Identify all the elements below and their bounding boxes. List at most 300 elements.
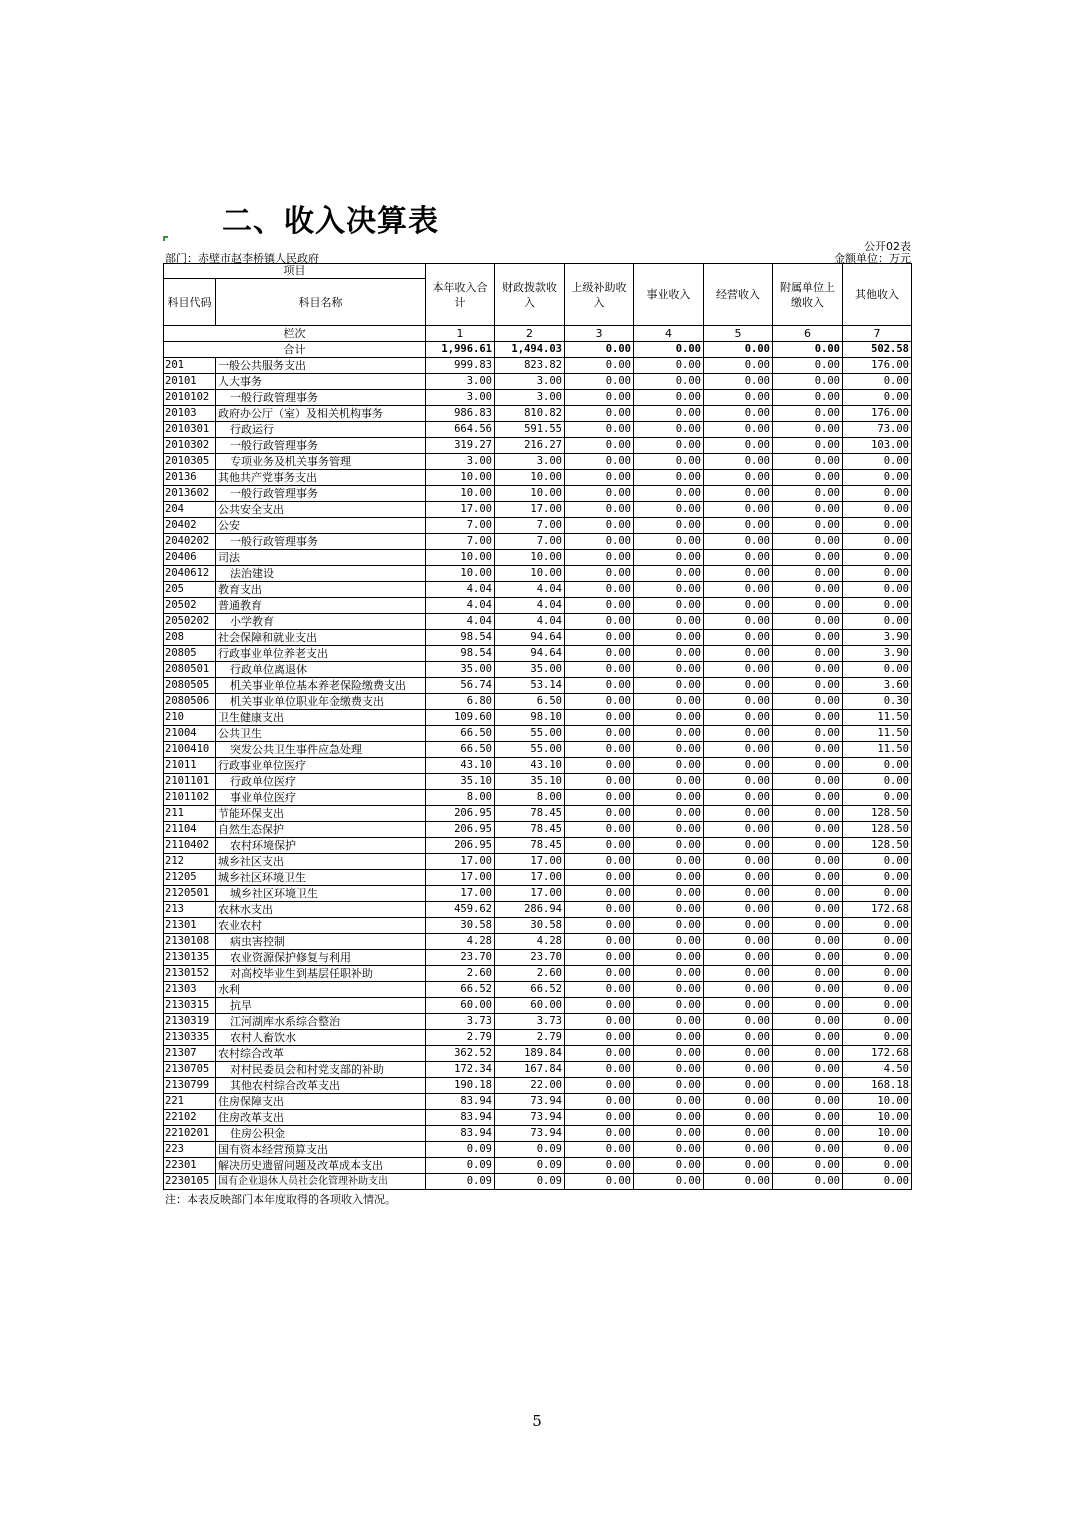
amount-cell: 10.00: [426, 470, 495, 486]
amount-cell: 0.00: [634, 486, 704, 502]
amount-cell: 0.00: [704, 982, 773, 998]
subject-name: 小学教育: [216, 614, 426, 630]
subject-name: 教育支出: [216, 582, 426, 598]
table-row: [164, 566, 912, 582]
amount-cell: 0.00: [634, 422, 704, 438]
amount-cell: 0.00: [565, 502, 634, 518]
amount-cell: 0.00: [634, 918, 704, 934]
table-row: [164, 550, 912, 566]
amount-cell: 0.00: [565, 710, 634, 726]
amount-cell: 0.00: [843, 982, 912, 998]
table-row: [164, 1030, 912, 1046]
subject-code: 2130108: [164, 934, 216, 950]
total-value: 1,996.61: [426, 342, 495, 358]
subject-name: 公共卫生: [216, 726, 426, 742]
amount-cell: 0.00: [634, 1158, 704, 1174]
amount-cell: 0.00: [843, 870, 912, 886]
amount-cell: 0.00: [773, 774, 843, 790]
amount-cell: 3.00: [426, 390, 495, 406]
amount-cell: 0.00: [565, 422, 634, 438]
amount-cell: 0.00: [634, 854, 704, 870]
table-row: [164, 1110, 912, 1126]
subject-name: 事业单位医疗: [216, 790, 426, 806]
amount-cell: 0.00: [565, 774, 634, 790]
subject-code: 2010305: [164, 454, 216, 470]
amount-cell: 0.00: [565, 550, 634, 566]
amount-cell: 0.00: [843, 614, 912, 630]
amount-cell: 0.00: [704, 502, 773, 518]
amount-cell: 0.00: [773, 1014, 843, 1030]
department-label: 部门：赤壁市赵李桥镇人民政府: [165, 252, 319, 265]
amount-cell: 0.00: [704, 598, 773, 614]
amount-cell: 0.00: [565, 406, 634, 422]
amount-cell: 0.00: [704, 790, 773, 806]
table-row: [164, 390, 912, 406]
amount-cell: 0.00: [704, 1014, 773, 1030]
amount-cell: 0.00: [773, 806, 843, 822]
table-row: [164, 662, 912, 678]
subject-name: 城乡社区环境卫生: [216, 886, 426, 902]
subject-code: 20402: [164, 518, 216, 534]
amount-cell: 0.00: [634, 902, 704, 918]
amount-cell: 0.00: [704, 566, 773, 582]
subject-name: 江河湖库水系综合整治: [216, 1014, 426, 1030]
subject-code: 2230105: [164, 1174, 216, 1190]
amount-cell: 0.00: [843, 934, 912, 950]
subject-name: 对高校毕业生到基层任职补助: [216, 966, 426, 982]
amount-cell: 0.00: [773, 1030, 843, 1046]
amount-cell: 362.52: [426, 1046, 495, 1062]
amount-cell: 0.00: [565, 726, 634, 742]
subject-code: 211: [164, 806, 216, 822]
amount-cell: 7.00: [426, 534, 495, 550]
amount-cell: 0.00: [634, 870, 704, 886]
amount-cell: 128.50: [843, 838, 912, 854]
amount-cell: 0.00: [704, 1078, 773, 1094]
amount-cell: 0.00: [634, 1174, 704, 1190]
header-col-7: 其他收入: [843, 264, 912, 326]
amount-cell: 3.90: [843, 630, 912, 646]
subject-code: 2130152: [164, 966, 216, 982]
table-row: [164, 934, 912, 950]
amount-cell: 2.79: [495, 1030, 565, 1046]
subject-code: 2130315: [164, 998, 216, 1014]
header-row-item: [164, 264, 912, 279]
table-row: [164, 982, 912, 998]
total-value: 0.00: [634, 342, 704, 358]
subject-code: 2110402: [164, 838, 216, 854]
amount-cell: 78.45: [495, 838, 565, 854]
table-row: [164, 358, 912, 374]
amount-cell: 2.79: [426, 1030, 495, 1046]
amount-cell: 0.00: [773, 950, 843, 966]
amount-cell: 98.54: [426, 630, 495, 646]
amount-cell: 103.00: [843, 438, 912, 454]
amount-cell: 0.00: [704, 534, 773, 550]
amount-cell: 0.09: [426, 1158, 495, 1174]
amount-cell: 0.00: [634, 694, 704, 710]
amount-cell: 0.00: [634, 742, 704, 758]
amount-cell: 0.00: [565, 902, 634, 918]
amount-cell: 17.00: [495, 502, 565, 518]
amount-cell: 172.34: [426, 1062, 495, 1078]
amount-cell: 0.00: [843, 1142, 912, 1158]
subject-code: 2101101: [164, 774, 216, 790]
amount-cell: 0.00: [565, 1046, 634, 1062]
subject-code: 20136: [164, 470, 216, 486]
page-number: 5: [532, 1412, 542, 1430]
amount-cell: 0.00: [704, 870, 773, 886]
header-code: 科目代码: [164, 279, 216, 326]
amount-cell: 0.00: [843, 854, 912, 870]
header-col-4: 事业收入: [634, 264, 704, 326]
subject-name: 公安: [216, 518, 426, 534]
subject-code: 208: [164, 630, 216, 646]
amount-cell: 0.00: [843, 662, 912, 678]
subject-name: 水利: [216, 982, 426, 998]
amount-cell: 176.00: [843, 406, 912, 422]
amount-cell: 167.84: [495, 1062, 565, 1078]
header-col-6: 附属单位上缴收入: [773, 264, 843, 326]
amount-cell: 0.00: [843, 1014, 912, 1030]
header-name: 科目名称: [216, 279, 426, 326]
amount-cell: 0.00: [565, 838, 634, 854]
amount-cell: 0.00: [565, 1142, 634, 1158]
amount-cell: 55.00: [495, 726, 565, 742]
amount-cell: 83.94: [426, 1110, 495, 1126]
amount-cell: 0.00: [843, 758, 912, 774]
amount-cell: 7.00: [495, 534, 565, 550]
amount-cell: 0.00: [704, 854, 773, 870]
subject-name: 专项业务及机关事务管理: [216, 454, 426, 470]
amount-cell: 0.00: [565, 454, 634, 470]
amount-cell: 0.00: [773, 438, 843, 454]
form-number: 公开02表: [864, 240, 911, 253]
amount-cell: 0.00: [773, 358, 843, 374]
amount-cell: 0.00: [704, 390, 773, 406]
total-row: [164, 342, 912, 358]
amount-cell: 810.82: [495, 406, 565, 422]
amount-cell: 0.00: [704, 1174, 773, 1190]
amount-cell: 0.00: [634, 358, 704, 374]
amount-cell: 10.00: [843, 1110, 912, 1126]
subject-code: 20101: [164, 374, 216, 390]
subject-name: 节能环保支出: [216, 806, 426, 822]
subject-name: 社会保障和就业支出: [216, 630, 426, 646]
table-row: [164, 518, 912, 534]
amount-cell: 0.00: [773, 726, 843, 742]
amount-cell: 0.00: [565, 870, 634, 886]
column-number: 6: [773, 326, 843, 342]
amount-cell: 3.00: [495, 454, 565, 470]
amount-cell: 0.00: [704, 1062, 773, 1078]
total-value: 1,494.03: [495, 342, 565, 358]
amount-cell: 0.00: [565, 950, 634, 966]
amount-cell: 0.00: [634, 758, 704, 774]
amount-cell: 0.00: [565, 966, 634, 982]
amount-cell: 0.00: [773, 1142, 843, 1158]
subject-name: 农业农村: [216, 918, 426, 934]
amount-cell: 0.00: [843, 1030, 912, 1046]
amount-cell: 0.00: [565, 518, 634, 534]
amount-cell: 43.10: [495, 758, 565, 774]
subject-name: 住房公积金: [216, 1126, 426, 1142]
amount-cell: 10.00: [495, 550, 565, 566]
amount-cell: 0.00: [843, 470, 912, 486]
amount-cell: 3.00: [426, 454, 495, 470]
amount-cell: 0.00: [634, 998, 704, 1014]
subject-name: 一般行政管理事务: [216, 390, 426, 406]
subject-code: 2210201: [164, 1126, 216, 1142]
amount-cell: 3.90: [843, 646, 912, 662]
amount-cell: 17.00: [426, 886, 495, 902]
subject-name: 行政事业单位养老支出: [216, 646, 426, 662]
amount-cell: 0.00: [634, 806, 704, 822]
amount-cell: 0.00: [634, 374, 704, 390]
amount-cell: 0.00: [565, 566, 634, 582]
amount-cell: 0.00: [634, 726, 704, 742]
amount-cell: 0.00: [704, 742, 773, 758]
subject-code: 2130335: [164, 1030, 216, 1046]
amount-cell: 0.00: [565, 614, 634, 630]
amount-cell: 78.45: [495, 806, 565, 822]
table-row: [164, 502, 912, 518]
amount-cell: 4.04: [495, 614, 565, 630]
amount-cell: 23.70: [495, 950, 565, 966]
amount-cell: 0.00: [704, 374, 773, 390]
subject-name: 行政运行: [216, 422, 426, 438]
amount-cell: 0.00: [843, 390, 912, 406]
subject-code: 21205: [164, 870, 216, 886]
amount-cell: 60.00: [426, 998, 495, 1014]
amount-cell: 168.18: [843, 1078, 912, 1094]
amount-cell: 0.00: [565, 1110, 634, 1126]
table-row: [164, 598, 912, 614]
subject-name: 一般行政管理事务: [216, 534, 426, 550]
amount-cell: 0.00: [565, 694, 634, 710]
table-row: [164, 534, 912, 550]
amount-cell: 11.50: [843, 726, 912, 742]
row-label: 栏次: [164, 326, 426, 342]
amount-cell: 206.95: [426, 838, 495, 854]
amount-cell: 0.00: [773, 870, 843, 886]
amount-cell: 0.00: [634, 1062, 704, 1078]
amount-cell: 0.00: [773, 598, 843, 614]
amount-cell: 0.00: [843, 598, 912, 614]
amount-cell: 0.00: [843, 550, 912, 566]
amount-cell: 78.45: [495, 822, 565, 838]
amount-cell: 0.00: [773, 1046, 843, 1062]
amount-cell: 0.00: [843, 790, 912, 806]
table-row: [164, 582, 912, 598]
amount-cell: 0.00: [565, 854, 634, 870]
amount-cell: 190.18: [426, 1078, 495, 1094]
subject-code: 21011: [164, 758, 216, 774]
amount-cell: 0.00: [634, 1126, 704, 1142]
amount-cell: 73.94: [495, 1094, 565, 1110]
amount-cell: 43.10: [426, 758, 495, 774]
amount-cell: 0.00: [634, 934, 704, 950]
subject-name: 住房保障支出: [216, 1094, 426, 1110]
amount-cell: 0.00: [773, 822, 843, 838]
subject-code: 20502: [164, 598, 216, 614]
amount-cell: 0.00: [773, 422, 843, 438]
subject-name: 卫生健康支出: [216, 710, 426, 726]
amount-cell: 0.00: [704, 678, 773, 694]
amount-cell: 0.00: [773, 854, 843, 870]
amount-cell: 73.00: [843, 422, 912, 438]
table-row: [164, 1174, 912, 1190]
subject-name: 机关事业单位基本养老保险缴费支出: [216, 678, 426, 694]
table-row: [164, 486, 912, 502]
amount-cell: 986.83: [426, 406, 495, 422]
amount-cell: 0.00: [634, 598, 704, 614]
amount-cell: 0.00: [704, 438, 773, 454]
subject-name: 政府办公厅（室）及相关机构事务: [216, 406, 426, 422]
subject-code: 2080506: [164, 694, 216, 710]
amount-cell: 999.83: [426, 358, 495, 374]
amount-cell: 0.00: [773, 566, 843, 582]
amount-cell: 0.00: [634, 1110, 704, 1126]
amount-cell: 0.00: [634, 630, 704, 646]
amount-cell: 0.00: [773, 694, 843, 710]
subject-name: 普通教育: [216, 598, 426, 614]
amount-cell: 0.00: [704, 406, 773, 422]
subject-code: 2080505: [164, 678, 216, 694]
subject-name: 病虫害控制: [216, 934, 426, 950]
amount-cell: 83.94: [426, 1126, 495, 1142]
amount-cell: 98.54: [426, 646, 495, 662]
subject-code: 2130319: [164, 1014, 216, 1030]
table-row: [164, 646, 912, 662]
amount-cell: 0.00: [565, 806, 634, 822]
subject-code: 2100410: [164, 742, 216, 758]
amount-cell: 0.00: [773, 390, 843, 406]
amount-cell: 3.00: [426, 374, 495, 390]
amount-cell: 0.00: [565, 598, 634, 614]
amount-cell: 0.00: [773, 886, 843, 902]
subject-code: 21303: [164, 982, 216, 998]
amount-cell: 10.00: [495, 470, 565, 486]
table-row: [164, 630, 912, 646]
amount-cell: 4.28: [495, 934, 565, 950]
amount-cell: 0.00: [704, 1030, 773, 1046]
subject-code: 22301: [164, 1158, 216, 1174]
subject-name: 其他共产党事务支出: [216, 470, 426, 486]
amount-cell: 0.00: [634, 710, 704, 726]
table-row: [164, 614, 912, 630]
amount-cell: 0.09: [426, 1174, 495, 1190]
subject-code: 2130799: [164, 1078, 216, 1094]
amount-cell: 0.00: [634, 790, 704, 806]
subject-name: 机关事业单位职业年金缴费支出: [216, 694, 426, 710]
amount-cell: 0.00: [704, 1094, 773, 1110]
amount-cell: 0.00: [634, 534, 704, 550]
amount-cell: 0.00: [634, 470, 704, 486]
amount-cell: 0.00: [773, 646, 843, 662]
amount-cell: 0.00: [843, 374, 912, 390]
amount-cell: 0.00: [843, 918, 912, 934]
amount-cell: 0.00: [634, 950, 704, 966]
amount-cell: 0.00: [704, 886, 773, 902]
amount-cell: 0.00: [773, 614, 843, 630]
amount-cell: 0.00: [773, 470, 843, 486]
amount-cell: 35.00: [426, 662, 495, 678]
table-row: [164, 374, 912, 390]
amount-cell: 128.50: [843, 806, 912, 822]
subject-name: 一般行政管理事务: [216, 486, 426, 502]
amount-cell: 0.00: [773, 838, 843, 854]
header-col-2: 财政拨款收入: [495, 264, 565, 326]
subject-name: 一般公共服务支出: [216, 358, 426, 374]
amount-cell: 0.00: [773, 742, 843, 758]
amount-cell: 94.64: [495, 630, 565, 646]
subject-code: 21104: [164, 822, 216, 838]
amount-cell: 0.00: [704, 1126, 773, 1142]
subject-code: 210: [164, 710, 216, 726]
subject-code: 2010102: [164, 390, 216, 406]
amount-cell: 0.00: [565, 790, 634, 806]
subject-code: 20406: [164, 550, 216, 566]
amount-cell: 3.00: [495, 390, 565, 406]
amount-cell: 11.50: [843, 742, 912, 758]
amount-cell: 286.94: [495, 902, 565, 918]
amount-cell: 30.58: [495, 918, 565, 934]
amount-cell: 10.00: [843, 1126, 912, 1142]
table-row: [164, 966, 912, 982]
header-item: 项目: [164, 264, 426, 279]
amount-cell: 73.94: [495, 1110, 565, 1126]
amount-cell: 0.00: [565, 822, 634, 838]
amount-cell: 4.50: [843, 1062, 912, 1078]
table-row: [164, 918, 912, 934]
amount-cell: 17.00: [495, 870, 565, 886]
amount-cell: 0.00: [634, 518, 704, 534]
amount-cell: 0.00: [565, 918, 634, 934]
table-row: [164, 870, 912, 886]
amount-cell: 0.00: [843, 998, 912, 1014]
subject-code: 205: [164, 582, 216, 598]
table-row: [164, 678, 912, 694]
subject-code: 221: [164, 1094, 216, 1110]
subject-code: 2013602: [164, 486, 216, 502]
subject-name: 农村综合改革: [216, 1046, 426, 1062]
amount-cell: 23.70: [426, 950, 495, 966]
amount-cell: 591.55: [495, 422, 565, 438]
amount-cell: 664.56: [426, 422, 495, 438]
table-row: [164, 886, 912, 902]
subject-name: 国有资本经营预算支出: [216, 1142, 426, 1158]
amount-cell: 0.00: [704, 822, 773, 838]
amount-cell: 0.00: [843, 950, 912, 966]
amount-cell: 4.28: [426, 934, 495, 950]
header-col-5: 经营收入: [704, 264, 773, 326]
amount-cell: 0.30: [843, 694, 912, 710]
amount-cell: 0.00: [634, 454, 704, 470]
amount-cell: 17.00: [426, 854, 495, 870]
amount-cell: 94.64: [495, 646, 565, 662]
amount-cell: 0.00: [704, 710, 773, 726]
amount-cell: 0.00: [843, 966, 912, 982]
amount-cell: 56.74: [426, 678, 495, 694]
total-value: 0.00: [704, 342, 773, 358]
amount-cell: 0.00: [565, 998, 634, 1014]
amount-cell: 189.84: [495, 1046, 565, 1062]
amount-cell: 0.00: [565, 534, 634, 550]
subject-name: 农村环境保护: [216, 838, 426, 854]
table-row: [164, 806, 912, 822]
table-row: [164, 902, 912, 918]
